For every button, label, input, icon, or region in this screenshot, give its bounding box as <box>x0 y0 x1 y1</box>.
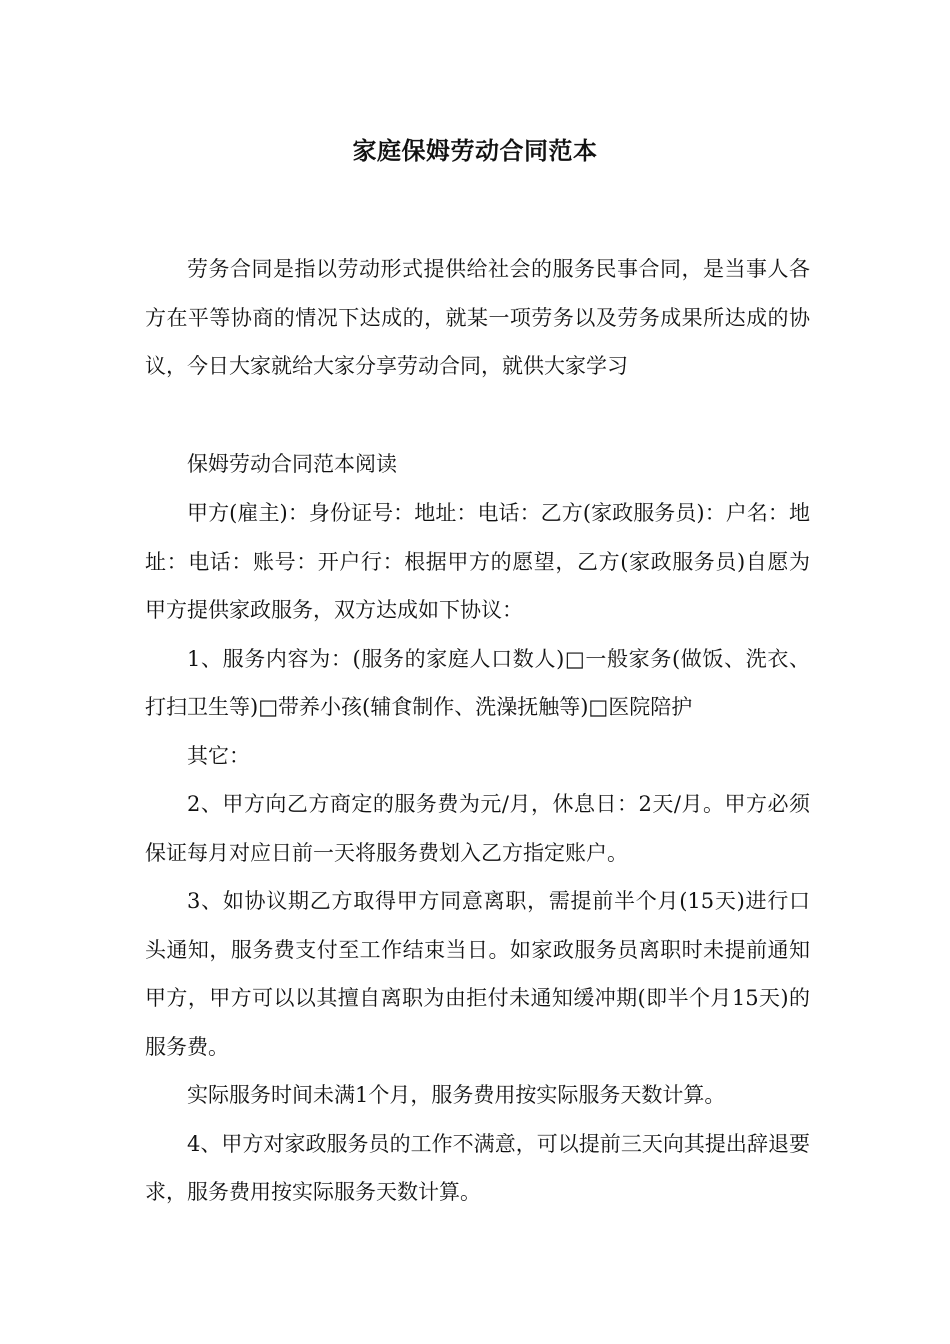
clause-4-dismissal: 4、甲方对家政服务员的工作不满意，可以提前三天向其提出辞退要求，服务费用按实际服务天数计算。 <box>145 1131 810 1204</box>
contract-clauses <box>145 489 810 1217</box>
clause-partial-month: 实际服务时间未满1个月，服务费用按实际服务天数计算。 <box>187 1083 726 1107</box>
document-title: 家庭保姆劳动合同范本 <box>352 137 598 165</box>
intro-paragraph: 劳务合同是指以劳动形式提供给社会的服务民事合同，是当事人各方在平等协商的情况下达成的，就某一项劳务以及劳务成果所达成的协议，今日大家就给大家分享劳动合同，就供大家学习 <box>145 257 810 378</box>
clause-3-resignation: 3、如协议期乙方取得甲方同意离职，需提前半个月(15天)进行口头通知，服务费支付至工作结束当日。如家政服务员离职时未提前通知甲方，甲方可以以其擅自离职为由拒付未通知缓冲期(即半个月15天)的服务费。 <box>145 889 810 1059</box>
parties-paragraph: 甲方(雇主)：身份证号：地址：电话：乙方(家政服务员)：户名：地址：电话：账号：开户行：根据甲方的愿望，乙方(家政服务员)自愿为甲方提供家政服务，双方达成如下协议： <box>145 501 810 622</box>
section-heading: 保姆劳动合同范本阅读 <box>187 452 397 476</box>
clause-2-service-fee: 2、甲方向乙方商定的服务费为元/月，休息日：2天/月。甲方必须保证每月对应日前一天将服务费划入乙方指定账户。 <box>145 792 810 865</box>
clause-other: 其它： <box>187 743 250 768</box>
clause-1-service-content: 1、服务内容为：(服务的家庭人口数人)□一般家务(做饭、洗衣、打扫卫生等)□带养小孩(辅食制作、洗澡抚触等)□医院陪护 <box>145 646 810 719</box>
